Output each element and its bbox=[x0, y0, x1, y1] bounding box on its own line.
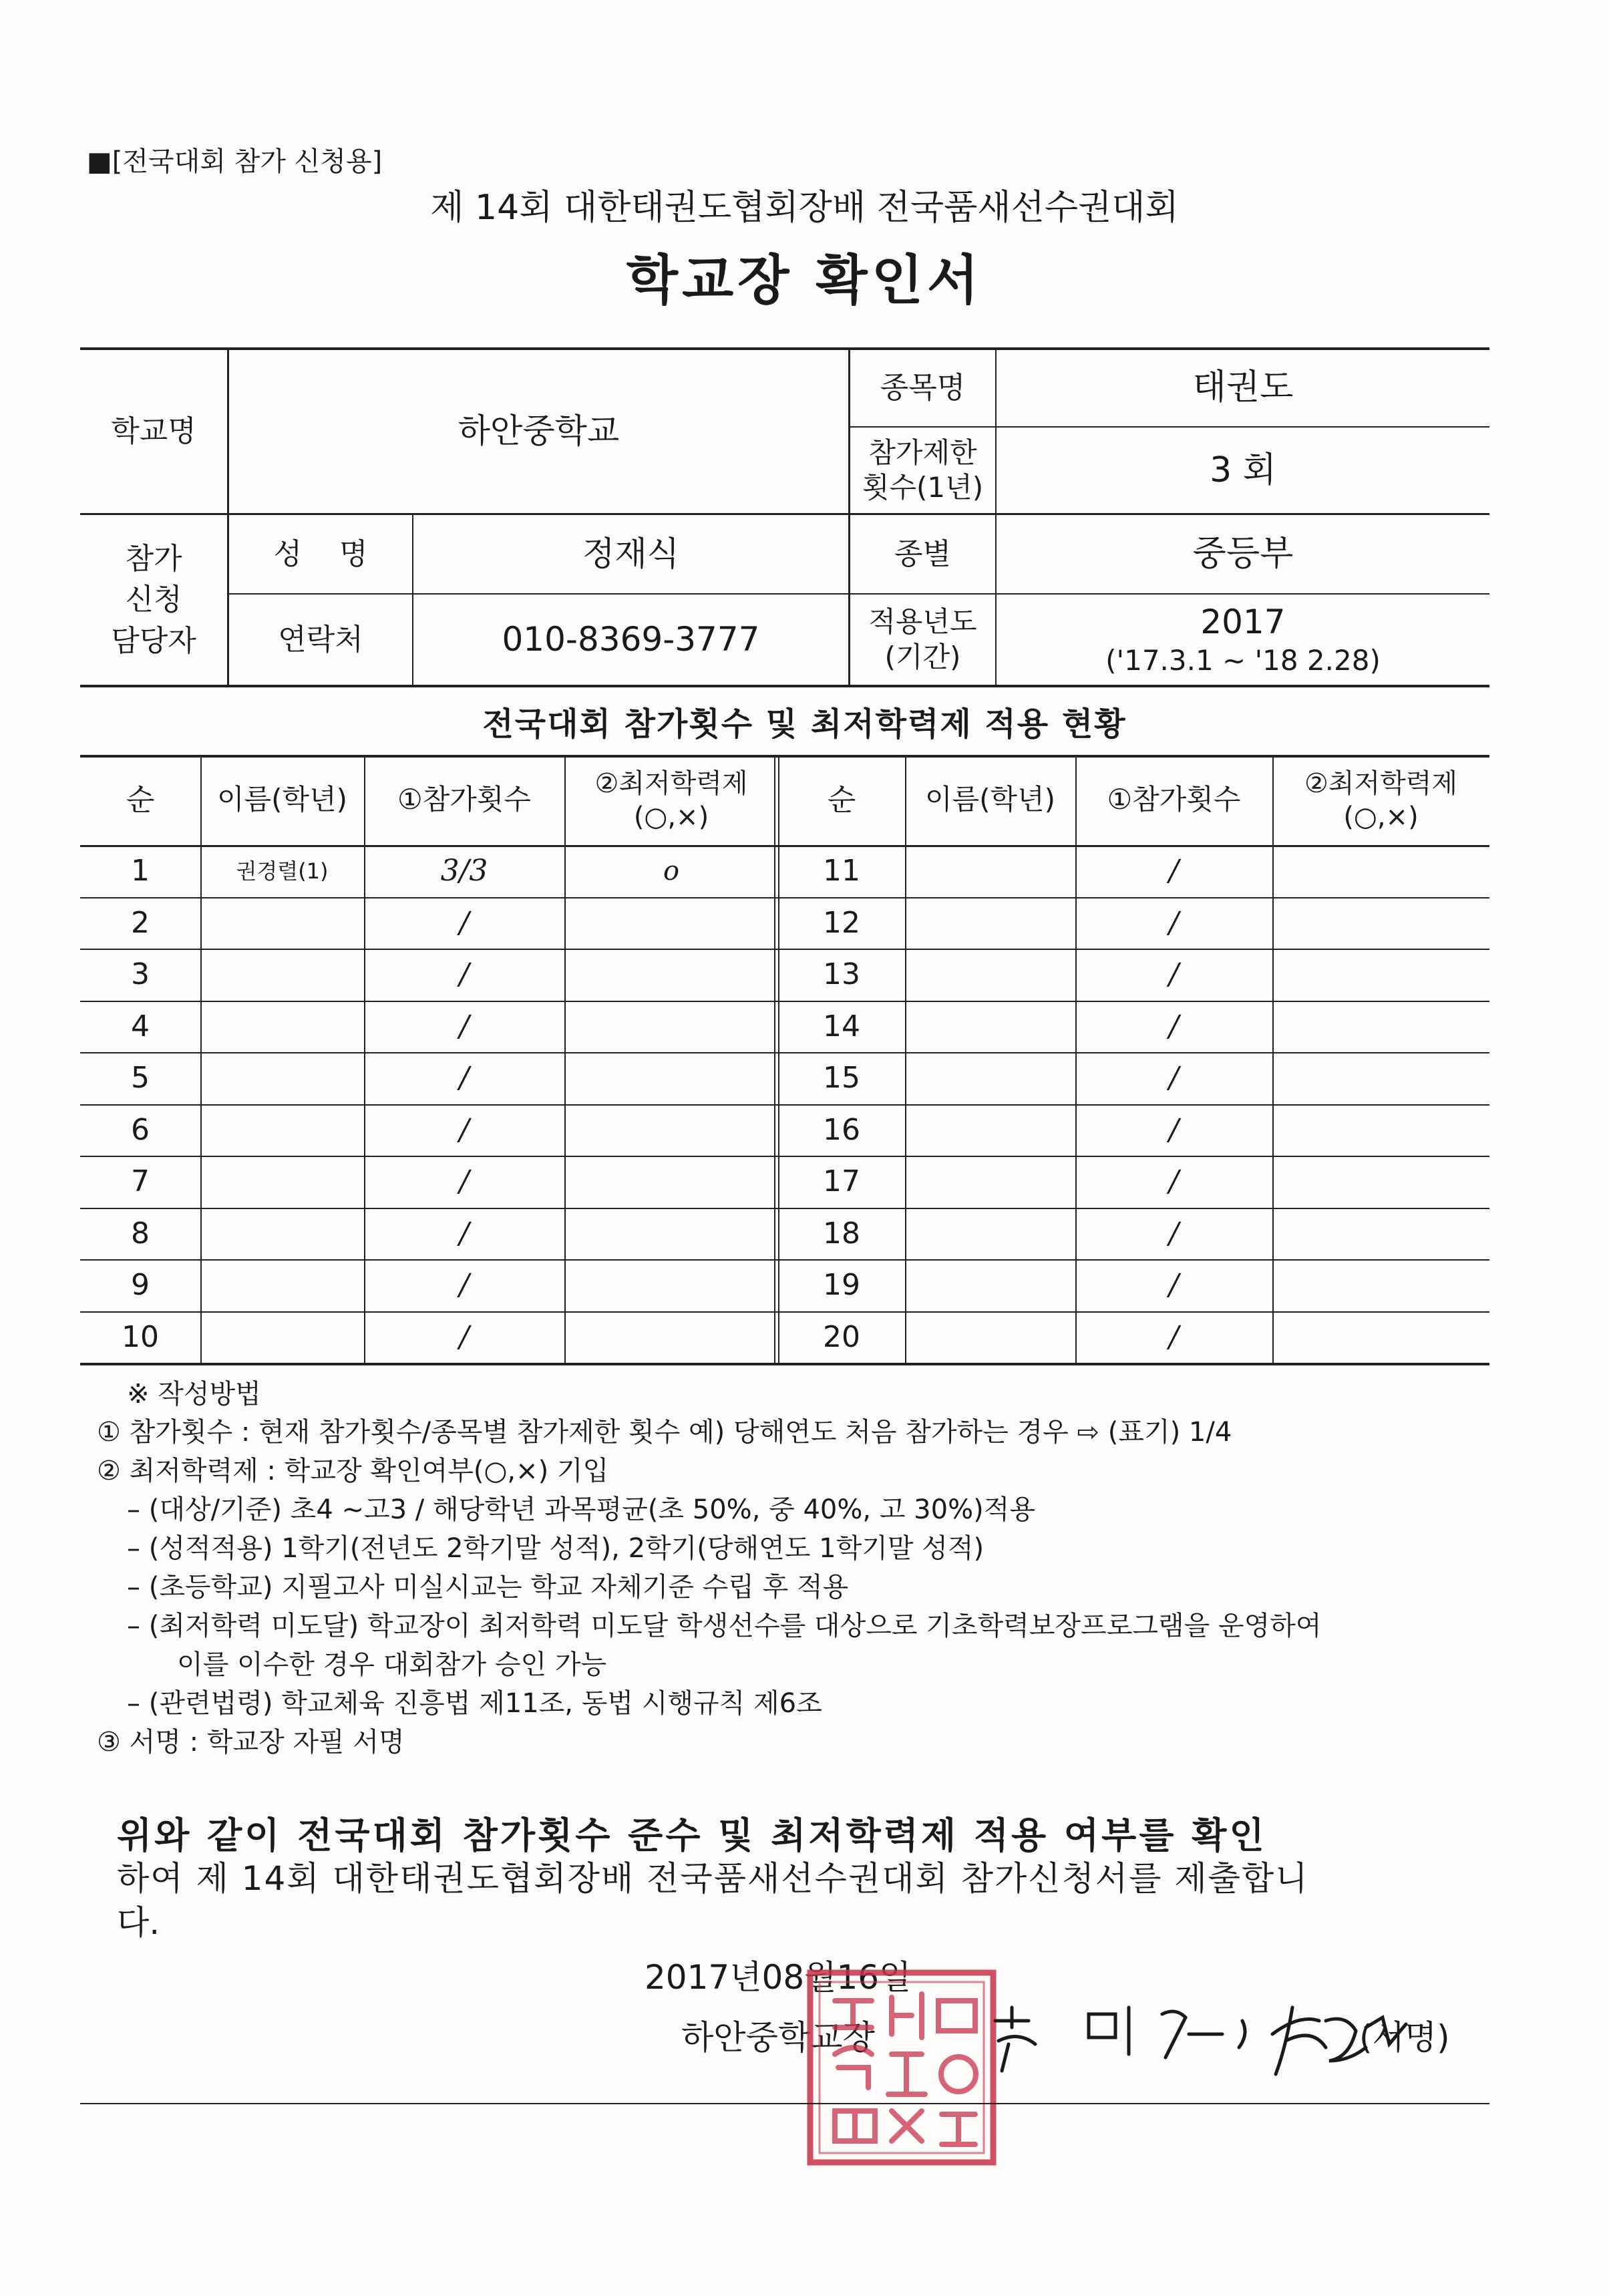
row-count: / bbox=[459, 1268, 470, 1303]
page-title: 학교장 확인서 bbox=[626, 249, 983, 311]
signature-date: 2017년08월16일 bbox=[645, 1958, 912, 1997]
row-number: 5 bbox=[131, 1061, 150, 1096]
row-min-grade bbox=[564, 1052, 778, 1104]
row-number: 7 bbox=[131, 1164, 150, 1199]
row-name bbox=[905, 1311, 1075, 1363]
form-tag: ■[전국대회 참가 신청용] bbox=[87, 146, 383, 177]
guide-detail-2: – (성적적용) 1학기(전년도 2학기말 성적), 2학기(당해연도 1학기말 성적) bbox=[127, 1533, 985, 1564]
event-subtitle: 제 14회 대한태권도협회장배 전국품새선수권대회 bbox=[430, 188, 1179, 228]
header-min-grade-line2: (○,×) bbox=[633, 801, 709, 832]
row-name bbox=[905, 897, 1075, 949]
row-name bbox=[905, 1208, 1075, 1260]
confirm-line-3: 다. bbox=[117, 1903, 160, 1942]
row-number: 19 bbox=[823, 1268, 860, 1303]
row-name bbox=[200, 949, 364, 1001]
row-count: / bbox=[1169, 957, 1179, 992]
row-number: 18 bbox=[823, 1216, 860, 1251]
limit-value: 3 회 bbox=[1210, 450, 1276, 490]
row-min-grade bbox=[564, 949, 778, 1001]
row-min-grade bbox=[1272, 845, 1489, 897]
row-count: / bbox=[459, 1112, 470, 1147]
row-number: 1 bbox=[131, 854, 150, 888]
row-min-grade bbox=[564, 1208, 778, 1260]
category-value: 중등부 bbox=[1192, 534, 1294, 574]
header-count: ①참가횟수 bbox=[1107, 783, 1241, 816]
row-number: 9 bbox=[131, 1268, 150, 1303]
handwritten-signature bbox=[989, 1994, 1269, 2081]
contact-label-line2: 신청 bbox=[125, 583, 182, 617]
row-min-grade bbox=[1272, 1208, 1489, 1260]
row-count: / bbox=[1169, 1061, 1179, 1096]
row-count: / bbox=[1169, 1268, 1179, 1303]
header-min-grade bbox=[564, 755, 778, 845]
row-count: / bbox=[459, 1164, 470, 1199]
header-no: 순 bbox=[827, 783, 856, 817]
guide-item-3: ③ 서명 : 학교장 자필 서명 bbox=[97, 1727, 405, 1758]
row-count: 3/3 bbox=[440, 854, 488, 888]
row-min-grade bbox=[1272, 949, 1489, 1001]
phone-value: 010-8369-3777 bbox=[502, 620, 760, 659]
row-min-grade bbox=[1272, 1311, 1489, 1363]
event-value: 태권도 bbox=[1192, 367, 1294, 407]
guide-detail-3: – (초등학교) 지필고사 미실시교는 학교 자체기준 수립 후 적용 bbox=[127, 1572, 849, 1603]
row-count: / bbox=[459, 957, 470, 992]
row-min-grade bbox=[1272, 1156, 1489, 1208]
contact-label-line1: 참가 bbox=[125, 541, 182, 576]
row-min-grade bbox=[1272, 1259, 1489, 1311]
row-number: 3 bbox=[131, 957, 150, 992]
year-label-line2: (기간) bbox=[884, 640, 961, 673]
header-min-grade-line1: ②최저학력제 bbox=[1304, 768, 1458, 799]
row-name bbox=[905, 1259, 1075, 1311]
row-name bbox=[200, 1001, 364, 1053]
row-min-grade bbox=[1272, 1052, 1489, 1104]
phone-label: 연락처 bbox=[278, 623, 363, 657]
row-number: 14 bbox=[823, 1009, 860, 1043]
guide-detail-5: – (관련법령) 학교체육 진흥법 제11조, 동법 시행규칙 제6조 bbox=[127, 1688, 822, 1719]
guide-detail-4b: 이를 이수한 경우 대회참가 승인 가능 bbox=[177, 1649, 607, 1680]
name-value: 정재식 bbox=[582, 534, 679, 574]
row-name bbox=[905, 1001, 1075, 1053]
row-number: 6 bbox=[131, 1112, 150, 1147]
row-count: / bbox=[459, 1009, 470, 1043]
guide-detail-1: – (대상/기준) 초4 ~고3 / 해당학년 과목평균(초 50%, 중 40%, 고 30%)적용 bbox=[127, 1494, 1035, 1525]
row-name bbox=[200, 1208, 364, 1260]
row-min-grade bbox=[1272, 897, 1489, 949]
row-count: / bbox=[459, 1061, 470, 1096]
header-count: ①참가횟수 bbox=[397, 783, 531, 816]
guide-heading: ※ 작성방법 bbox=[127, 1379, 261, 1410]
row-min-grade bbox=[564, 1259, 778, 1311]
limit-label-line1: 참가제한 bbox=[868, 436, 977, 469]
row-number: 10 bbox=[122, 1319, 159, 1354]
section-title: 전국대회 참가횟수 및 최저학력제 적용 현황 bbox=[482, 705, 1127, 743]
row-count: / bbox=[459, 1216, 470, 1251]
row-count: / bbox=[1169, 1009, 1179, 1043]
row-min-grade bbox=[564, 897, 778, 949]
year-value-period: ('17.3.1 ~ '18 2.28) bbox=[1105, 643, 1381, 677]
row-name bbox=[200, 1052, 364, 1104]
row-name bbox=[200, 1156, 364, 1208]
limit-label-line2: 횟수(1년) bbox=[862, 471, 984, 504]
school-label: 학교명 bbox=[111, 414, 196, 448]
header-min-grade-line1: ②최저학력제 bbox=[594, 768, 748, 799]
row-count: / bbox=[1169, 1216, 1179, 1251]
row-name bbox=[905, 845, 1075, 897]
principal-label: 하안중학교장 bbox=[681, 2018, 875, 2057]
confirm-line-1: 위와 같이 전국대회 참가횟수 준수 및 최저학력제 적용 여부를 확인 bbox=[117, 1814, 1267, 1856]
row-min-grade bbox=[564, 1311, 778, 1363]
row-count: / bbox=[1169, 1112, 1179, 1147]
row-count: / bbox=[1169, 905, 1179, 940]
row-min-grade bbox=[564, 1001, 778, 1053]
school-value: 하안중학교 bbox=[458, 411, 620, 450]
official-seal bbox=[805, 1967, 999, 2168]
row-number: 12 bbox=[823, 905, 860, 940]
row-count: / bbox=[1169, 854, 1179, 888]
category-label: 종별 bbox=[894, 537, 951, 571]
table-rule bbox=[80, 1363, 1489, 1365]
contact-label-line3: 담당자 bbox=[111, 623, 196, 658]
year-label-line1: 적용년도 bbox=[868, 605, 977, 638]
guide-item-2: ② 최저학력제 : 학교장 확인여부(○,×) 기입 bbox=[97, 1456, 609, 1486]
row-number: 16 bbox=[823, 1112, 860, 1147]
year-value-year: 2017 bbox=[1200, 603, 1286, 641]
sign-suffix: (서명) bbox=[1359, 2018, 1450, 2057]
row-name bbox=[905, 1052, 1075, 1104]
row-min-grade bbox=[1272, 1001, 1489, 1053]
row-name bbox=[905, 1104, 1075, 1156]
header-min-grade-line2: (○,×) bbox=[1343, 801, 1419, 832]
row-number: 4 bbox=[131, 1009, 150, 1043]
row-min-grade bbox=[564, 1156, 778, 1208]
row-number: 17 bbox=[823, 1164, 860, 1199]
row-min-grade bbox=[564, 1104, 778, 1156]
row-number: 13 bbox=[823, 957, 860, 992]
bottom-divider bbox=[80, 2103, 1489, 2104]
row-min-grade bbox=[1272, 1104, 1489, 1156]
row-count: / bbox=[459, 905, 470, 940]
event-label: 종목명 bbox=[880, 370, 966, 405]
row-count: / bbox=[1169, 1164, 1179, 1199]
row-number: 20 bbox=[823, 1319, 860, 1354]
row-name bbox=[905, 1156, 1075, 1208]
row-name bbox=[905, 949, 1075, 1001]
row-name bbox=[200, 1104, 364, 1156]
row-name bbox=[200, 897, 364, 949]
row-name bbox=[200, 1311, 364, 1363]
confirm-line-2: 하여 제 14회 대한태권도협회장배 전국품새선수권대회 참가신청서를 제출합니 bbox=[117, 1859, 1309, 1898]
row-number: 11 bbox=[823, 854, 860, 888]
row-min-grade: o bbox=[663, 855, 680, 886]
row-name: 권경렬(1) bbox=[236, 858, 329, 884]
header-name: 이름(학년) bbox=[924, 783, 1056, 816]
row-count: / bbox=[1169, 1319, 1179, 1354]
name-label: 성 명 bbox=[273, 537, 368, 571]
header-name: 이름(학년) bbox=[216, 783, 348, 816]
row-number: 8 bbox=[131, 1216, 150, 1251]
row-count: / bbox=[459, 1319, 470, 1354]
header-min-grade bbox=[1272, 755, 1489, 845]
header-no: 순 bbox=[126, 783, 155, 817]
row-name bbox=[200, 1259, 364, 1311]
guide-item-1: ① 참가횟수 : 현재 참가횟수/종목별 참가제한 횟수 예) 당해연도 처음 참가하는 경우 ⇨ (표기) 1/4 bbox=[97, 1417, 1232, 1448]
guide-detail-4: – (최저학력 미도달) 학교장이 최저학력 미도달 학생선수를 대상으로 기초학력보장프로그램을 운영하여 bbox=[127, 1611, 1322, 1641]
row-number: 15 bbox=[823, 1061, 860, 1096]
row-number: 2 bbox=[131, 905, 150, 940]
